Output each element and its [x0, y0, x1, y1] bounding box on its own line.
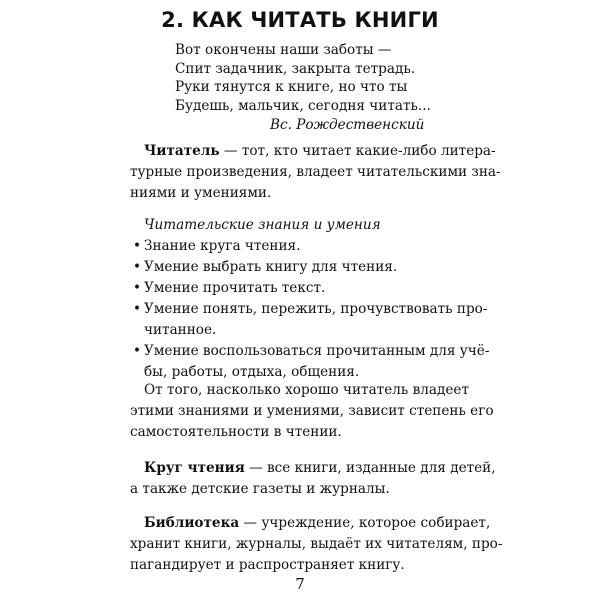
list-item-text: бы, работы, отдыха, общения.	[144, 364, 360, 380]
list-item-text: Знание круга чтения.	[144, 238, 301, 254]
list-item-text: Умение прочитать текст.	[144, 280, 326, 296]
list-item-text: Умение воспользоваться прочитанным для учё-	[144, 343, 490, 359]
epigraph-line: Руки тянутся к книге, но что ты	[175, 79, 408, 96]
definition-term: Библиотека	[144, 515, 240, 531]
list-item-text: Умение выбрать книгу для чтения.	[144, 259, 398, 275]
list-item-text: читанное.	[144, 322, 217, 338]
independence-paragraph	[130, 380, 494, 443]
definition-line: пагандирует и распространяет книгу.	[130, 557, 405, 573]
paragraph-line: этими знаниями и умениями, зависит степень его	[130, 403, 494, 419]
list-item	[130, 278, 480, 299]
epigraph-line: Спит задачник, закрыта тетрадь.	[175, 60, 416, 77]
skills-list	[130, 236, 490, 383]
epigraph-author: Вс. Рождественский	[270, 116, 425, 133]
epigraph	[175, 41, 431, 135]
paragraph-line: самостоятельности в чтении.	[130, 424, 342, 440]
definition-term: Круг чтения	[144, 460, 245, 476]
definition-line	[130, 141, 496, 162]
definition-line: а также детские газеты и журналы.	[130, 481, 390, 497]
bullet-icon: •	[133, 280, 142, 296]
skills-subtitle: Читательские знания и умения	[144, 217, 381, 233]
definition-line	[130, 458, 496, 479]
list-item-text: Умение понять, пережить, прочувствовать про-	[144, 301, 488, 317]
page-number: 7	[295, 575, 305, 593]
definition-line: хранит книги, журналы, выдаёт их читателям, про-	[130, 536, 503, 552]
skills-section	[130, 215, 490, 383]
library-definition	[130, 513, 503, 576]
list-item	[130, 257, 480, 278]
epigraph-line: Будешь, мальчик, сегодня читать...	[175, 98, 431, 115]
definition-text: — все книги, изданные для детей,	[244, 460, 496, 476]
reading-circle-definition	[130, 458, 496, 500]
definition-line: ниями и умениями.	[130, 185, 272, 201]
page-title: 2. КАК ЧИТАТЬ КНИГИ	[161, 8, 439, 32]
definition-term: Читатель	[144, 143, 220, 159]
bullet-icon: •	[133, 301, 142, 317]
bullet-icon: •	[133, 238, 142, 254]
paragraph-line: От того, насколько хорошо читатель владеет	[144, 382, 469, 398]
epigraph-line: Вот окончены наши заботы —	[175, 42, 392, 58]
bullet-icon: •	[133, 343, 142, 359]
reader-definition	[130, 141, 501, 204]
definition-line	[130, 513, 491, 534]
definition-text: — учреждение, которое собирает,	[239, 515, 491, 531]
list-item	[130, 341, 490, 383]
list-item	[130, 299, 488, 341]
bullet-icon: •	[133, 259, 142, 275]
definition-text: — тот, кто читает какие-либо литера-	[219, 143, 496, 159]
list-item	[130, 236, 480, 257]
definition-line: турные произведения, владеет читательскими зна-	[130, 164, 501, 180]
